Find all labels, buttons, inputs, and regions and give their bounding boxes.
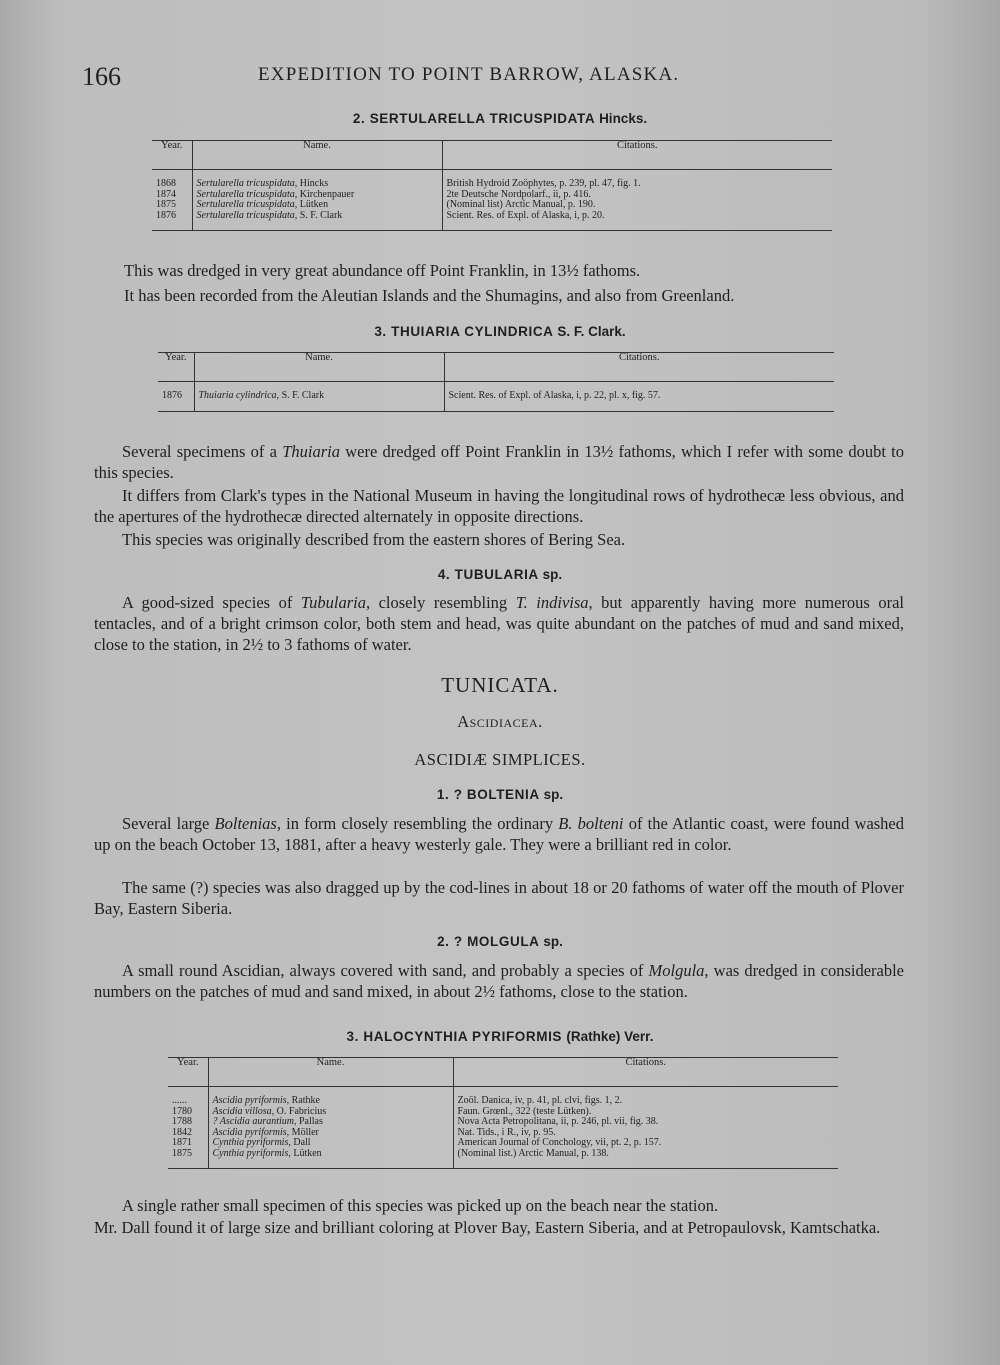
molgula-heading-text: 2. ? MOLGULA xyxy=(437,934,540,949)
thuiaria-heading xyxy=(0,324,1000,339)
row-name: Sertularella tricuspidata, Kirchenpauer xyxy=(192,190,442,201)
row-citation: (Nominal list.) Arctic Manual, p. 138. xyxy=(453,1149,838,1160)
table-header-year: Year. xyxy=(152,141,192,170)
sertularella-citation-table xyxy=(152,140,832,231)
table-header-year: Year. xyxy=(168,1058,208,1087)
tunicata-title: TUNICATA. xyxy=(441,673,559,697)
boltenia-heading-text: 1. ? BOLTENIA xyxy=(436,787,540,802)
halocynthia-heading-text: 3. HALOCYNTHIA PYRIFORMIS xyxy=(346,1029,563,1044)
thuiaria-heading-text: 3. THUIARIA CYLINDRICA xyxy=(374,324,554,339)
boltenia-paragraph-2: The same (?) species was also dragged up by the cod-lines in about 18 or 20 fathoms of water off the mouth of Plover Bay, Eastern Siberia. xyxy=(94,878,904,918)
boltenia-heading xyxy=(0,787,1000,802)
row-citation: 2te Deutsche Nordpolarf., ii, p. 416. xyxy=(442,190,832,201)
tubularia-paragraph: A good-sized species of Tubularia, closely resembling T. indivisa, but apparently having more numerous oral tentacles, and of a bright crimson color, both stem and head, was quite abundant on the patches of mud and sand mixed, close to the station, in 2½ to 3 fathoms of water. xyxy=(94,593,904,654)
page-number: 166 xyxy=(82,62,121,91)
row-year: ...... xyxy=(172,1095,187,1106)
table-header-citations: Citations. xyxy=(442,141,832,170)
table-header-citations: Citations. xyxy=(453,1058,838,1087)
thuiaria-paragraph-3: This species was originally described from the eastern shores of Bering Sea. xyxy=(122,530,626,549)
row-year: 1842 xyxy=(172,1126,192,1138)
halocynthia-heading xyxy=(0,1029,1000,1044)
ascidiacea-subtitle: Ascidiacea. xyxy=(457,712,543,731)
molgula-suffix: sp. xyxy=(543,934,563,949)
halocynthia-paragraph-2: Mr. Dall found it of large size and brilliant coloring at Plover Bay, Eastern Siberia, and at Petropaulovsk, Kamtschatka. xyxy=(94,1218,881,1237)
row-citation: Faun. Grœnl., 322 (teste Lütken). xyxy=(453,1107,838,1118)
row-name: Ascidia pyriformis, Rathke xyxy=(208,1096,453,1107)
halocynthia-authority: (Rathke) Verr. xyxy=(566,1029,654,1044)
row-name: Thuiaria cylindrica, S. F. Clark xyxy=(194,391,444,402)
row-citation: British Hydroid Zoöphytes, p. 239, pl. 47, fig. 1. xyxy=(442,179,832,190)
row-year: 1876 xyxy=(156,209,176,221)
row-year: 1876 xyxy=(162,390,182,401)
tubularia-heading xyxy=(0,567,1000,582)
row-year: 1788 xyxy=(172,1116,192,1127)
row-year: 1780 xyxy=(172,1105,192,1117)
halocynthia-citation-table xyxy=(168,1057,838,1169)
molgula-paragraph: A small round Ascidian, always covered with sand, and probably a species of Molgula, was dredged in considerable numbers on the patches of mud and sand mixed, in about 2½ fathoms, close to the station. xyxy=(94,961,905,1001)
table-header-name: Name. xyxy=(192,141,442,170)
row-name: Cynthia pyriformis, Dall xyxy=(208,1138,453,1149)
thuiaria-authority: S. F. Clark. xyxy=(557,324,626,339)
row-citation: Nat. Tids., i R., iv, p. 95. xyxy=(453,1128,838,1139)
tubularia-suffix: sp. xyxy=(542,567,563,582)
table-row xyxy=(168,1149,838,1160)
table-header-name: Name. xyxy=(208,1058,453,1087)
row-name: Ascidia pyriformis, Möller xyxy=(208,1128,453,1139)
sertularella-heading-text: 2. SERTULARELLA TRICUSPIDATA xyxy=(352,111,595,126)
row-year: 1874 xyxy=(156,188,176,200)
halocynthia-paragraph-1: A single rather small specimen of this species was picked up on the beach near the station. xyxy=(122,1196,719,1215)
thuiaria-citation-table xyxy=(158,352,834,412)
row-name: Ascidia villosa, O. Fabricius xyxy=(208,1107,453,1118)
sertularella-authority: Hincks. xyxy=(599,111,648,126)
thuiaria-paragraph-1: Several specimens of a Thuiaria were dredged off Point Franklin in 13½ fathoms, which I refer with some doubt to this species. xyxy=(94,442,905,482)
row-year: 1875 xyxy=(172,1147,192,1159)
table-header-citations: Citations. xyxy=(444,353,834,382)
row-citation: Scient. Res. of Expl. of Alaska, i, p. 20. xyxy=(442,211,832,222)
molgula-heading xyxy=(0,934,1000,949)
boltenia-paragraph-1: Several large Boltenias, in form closely resembling the ordinary B. bolteni of the Atlantic coast, were found washed up on the beach October 13, 1881, after a heavy westerly gale. They were a brilliant red in color. xyxy=(94,814,905,854)
running-title: EXPEDITION TO POINT BARROW, ALASKA. xyxy=(258,64,680,85)
tubularia-heading-text: 4. TUBULARIA xyxy=(437,567,539,582)
table-row xyxy=(152,211,832,222)
row-name: Sertularella tricuspidata, S. F. Clark xyxy=(192,211,442,222)
boltenia-suffix: sp. xyxy=(543,787,564,802)
row-name: Cynthia pyriformis, Lütken xyxy=(208,1149,453,1160)
thuiaria-paragraph-2: It differs from Clark's types in the National Museum in having the longitudinal rows of hydrothecæ less obvious, and the apertures of the hydrothecæ directed alternately in opposite directions. xyxy=(94,486,904,526)
row-name: Sertularella tricuspidata, Hincks xyxy=(192,179,442,190)
row-year: 1875 xyxy=(156,199,176,210)
table-header-name: Name. xyxy=(194,353,444,382)
table-header-year: Year. xyxy=(158,353,194,382)
sertularella-heading xyxy=(0,111,1000,126)
row-name: Sertularella tricuspidata, Lütken xyxy=(192,200,442,211)
ascidiae-simplices-group: ASCIDIÆ SIMPLICES. xyxy=(414,750,586,769)
row-citation: Scient. Res. of Expl. of Alaska, i, p. 22, pl. x, fig. 57. xyxy=(444,391,834,402)
sertularella-paragraph-2: It has been recorded from the Aleutian Islands and the Shumagins, and also from Greenland. xyxy=(124,286,735,305)
row-name: ? Ascidia aurantium, Pallas xyxy=(208,1117,453,1128)
row-citation: (Nominal list) Arctic Manual, p. 190. xyxy=(442,200,832,211)
row-citation: Zoöl. Danica, iv, p. 41, pl. clvi, figs. 1, 2. xyxy=(453,1096,838,1107)
row-citation: Nova Acta Petropolitana, ii, p. 246, pl. vii, fig. 38. xyxy=(453,1117,838,1128)
sertularella-paragraph-1: This was dredged in very great abundance off Point Franklin, in 13½ fathoms. xyxy=(124,261,641,280)
row-year: 1868 xyxy=(156,178,176,189)
row-year: 1871 xyxy=(172,1137,192,1148)
row-citation: American Journal of Conchology, vii, pt. 2, p. 157. xyxy=(453,1138,838,1149)
table-row xyxy=(158,391,834,402)
